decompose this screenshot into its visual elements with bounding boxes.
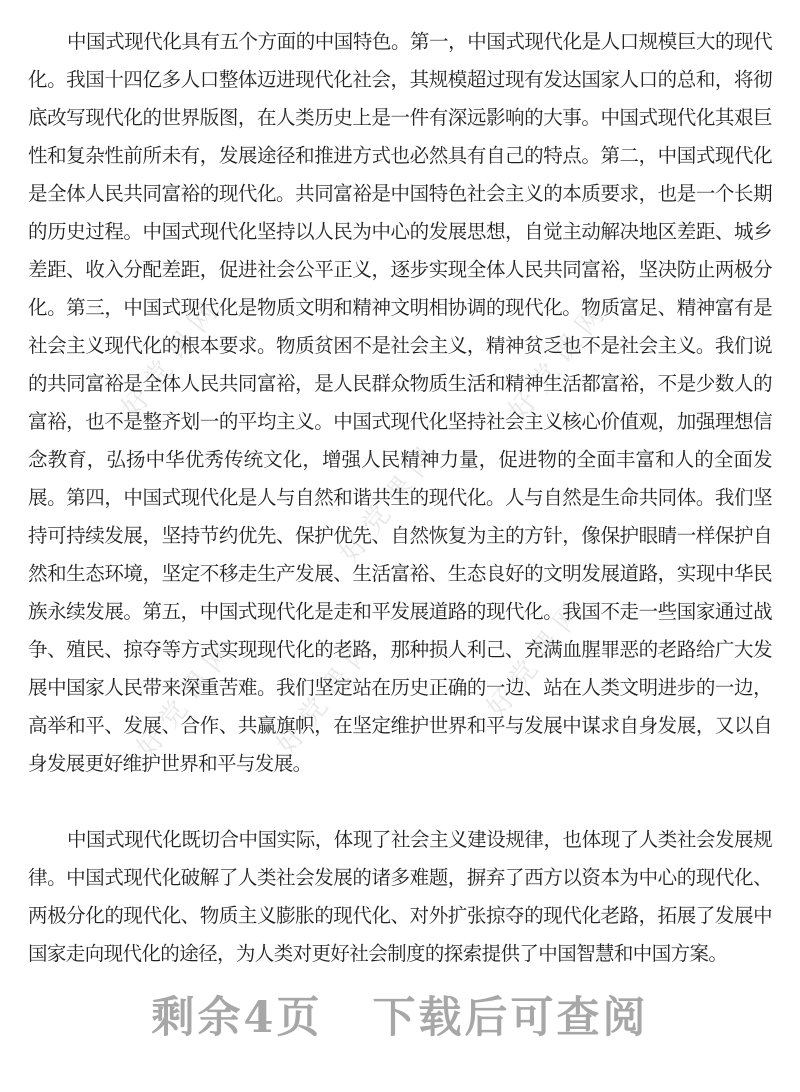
download-hint-label: 下载后可查阅: [372, 993, 649, 1043]
paragraph-modernization-features: 中国式现代化具有五个方面的中国特色。第一，中国式现代化是人口规模巨大的现代化。我国十四亿多人口整体迈进现代化社会，其规模超过现有发达国家人口的总和，将彻底改写现代化的世界版图，在人类历史上是一件有深远影响的大事。中国式现代化其艰巨性和复杂性前所未有，发展途径和推进方式也必然具有自己的特点。第二，中国式现代化是全体人民共同富裕的现代化。共同富裕是中国特色社会主义的本质要求，也是一个长期的历史过程。中国式现代化坚持以人民为中心的发展思想，自觉主动解决地区差距、城乡差距、收入分配差距，促进社会公平正义，逐步实现全体人民共同富裕，坚决防止两极分化。第三，中国式现代化是物质文明和精神文明相协调的现代化。物质富足、精神富有是社会主义现代化的根本要求。物质贫困不是社会主义，精神贫乏也不是社会主义。我们说的共同富裕是全体人民共同富裕，是人民群众物质生活和精神生活都富裕，不是少数人的富裕，也不是整齐划一的平均主义。中国式现代化坚持社会主义核心价值观，加强理想信念教育，弘扬中华优秀传统文化，增强人民精神力量，促进物的全面丰富和人的全面发展。第四，中国式现代化是人与自然和谐共生的现代化。人与自然是生命共同体。我们坚持可持续发展，坚持节约优先、保护优先、自然恢复为主的方针，像保护眼睛一样保护自然和生态环境，坚定不移走生产发展、生活富裕、生态良好的文明发展道路，实现中华民族永续发展。第五，中国式现代化是走和平发展道路的现代化。我国不走一些国家通过战争、殖民、掠夺等方式实现现代化的老路，那种损人利己、充满血腥罪恶的老路给广大发展中国家人民带来深重苦难。我们坚定站在历史正确的一边、站在人类文明进步的一边，高举和平、发展、合作、共赢旗帜，在坚定维护世界和平与发展中谋求自身发展，又以自身发展更好维护世界和平与发展。: [28, 31, 772, 775]
watermark-text: 好党课网: [270, 627, 384, 760]
watermark-text: 好党课网: [130, 630, 244, 763]
paragraph-modernization-significance: 中国式现代化既切合中国实际，体现了社会主义建设规律，也体现了人类社会发展规律。中国式现代化破解了人类社会发展的诸多难题，摒弃了西方以资本为中心的现代化、两极分化的现代化、物质主义膨胀的现代化、对外扩张掠夺的现代化老路，拓展了发展中国家走向现代化的途径，为人类对更好社会制度的探索提供了中国智慧和中国方案。: [28, 829, 772, 965]
document-content: [28, 23, 772, 973]
watermark-text: 好党课网: [502, 293, 616, 426]
remaining-pages-label: 剩余4页: [151, 993, 323, 1043]
watermark-text: 好党课网: [480, 590, 594, 723]
watermark-text: 好党课网: [115, 290, 229, 423]
preview-footer: [0, 984, 800, 1045]
watermark-text: 好党课网: [333, 435, 447, 568]
